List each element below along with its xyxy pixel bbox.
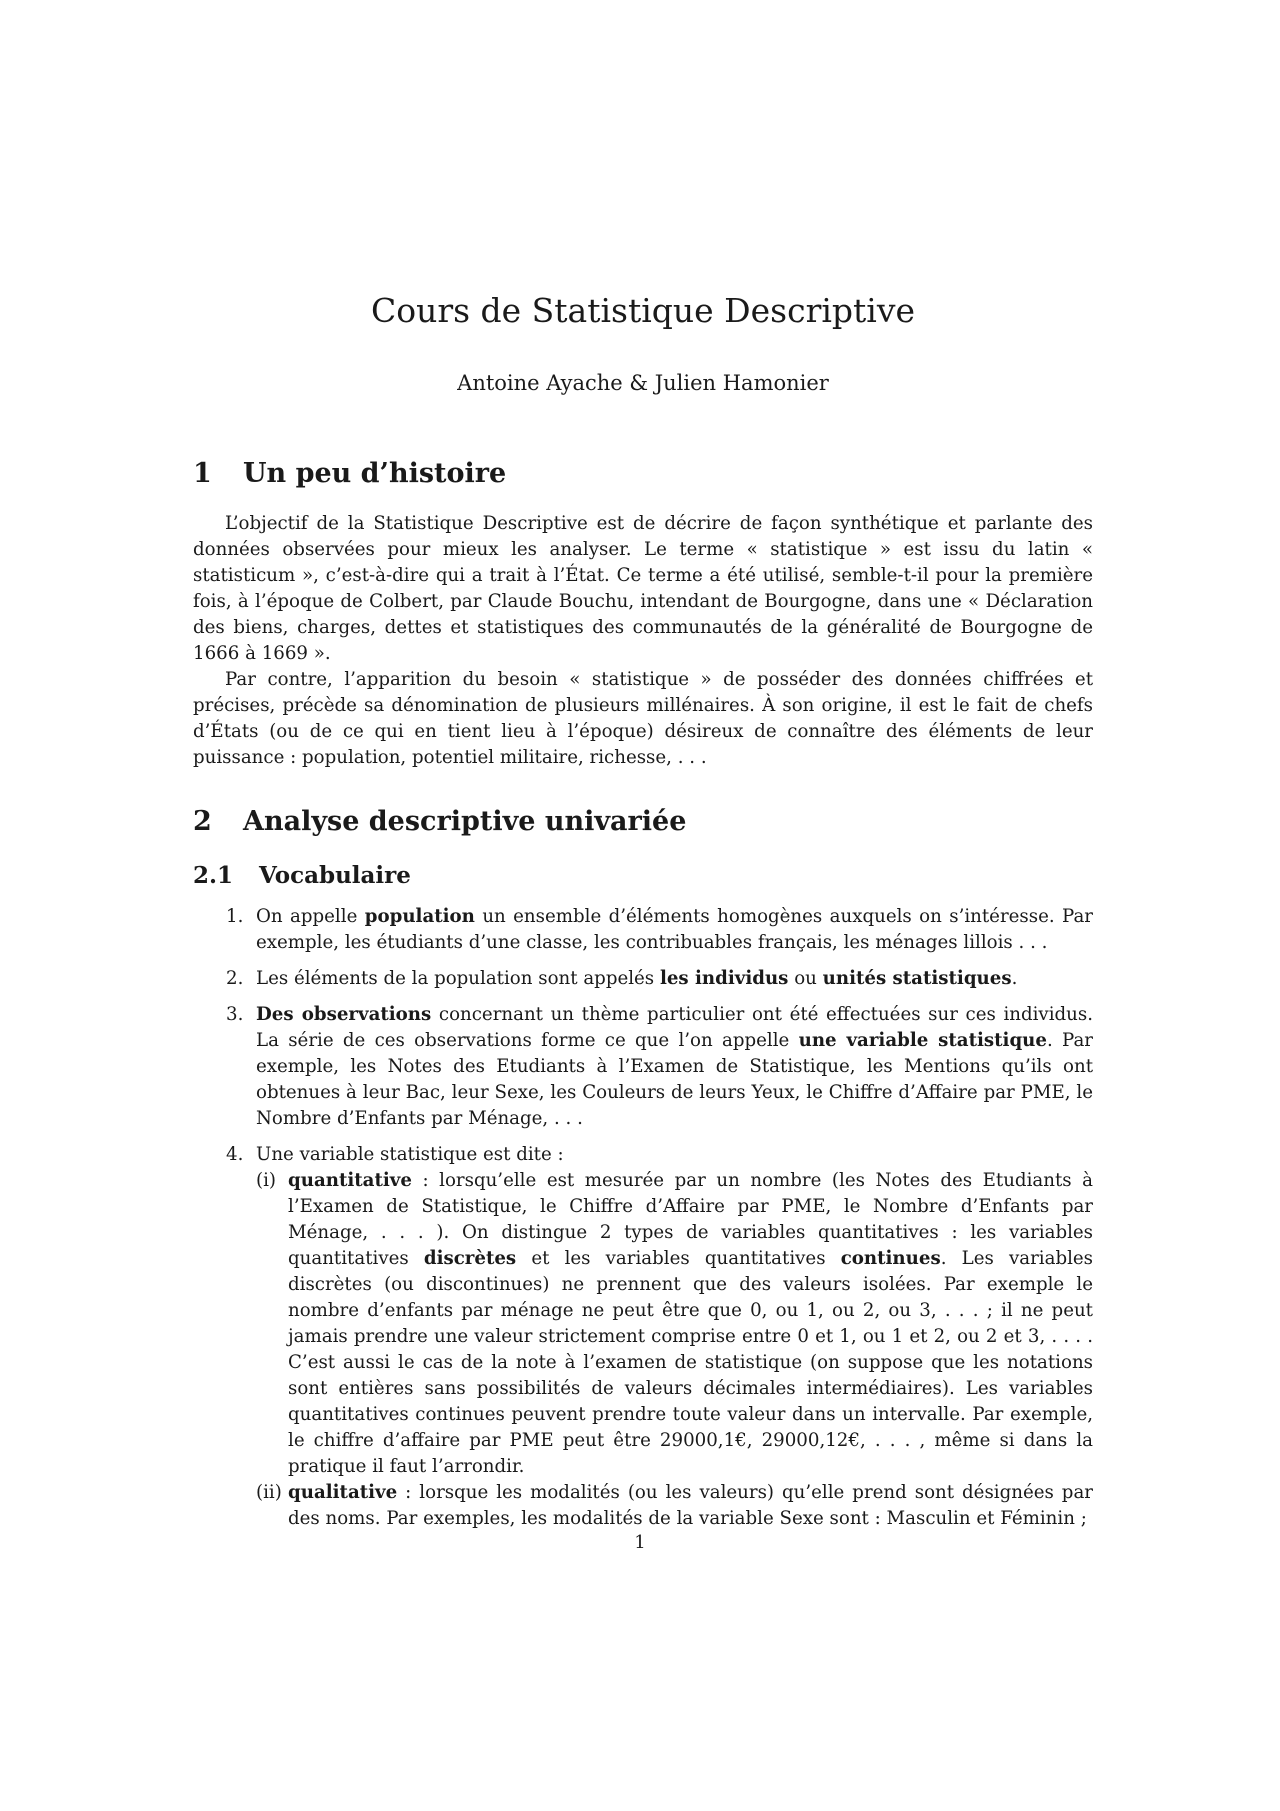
list-item	[193, 1002, 1093, 1132]
page-number: 1	[634, 1532, 646, 1553]
subsection-2-1-heading	[193, 862, 411, 890]
subsection-2-1-title: Vocabulaire	[259, 862, 411, 889]
list-item-text: un ensemble d’éléments homogènes auxquels on s’intéresse. Par exemple, les étudiants d’une classe, les contribuables français, les ménages lillois . . .	[256, 906, 1093, 953]
section-2-heading	[193, 806, 686, 838]
term-variable-statistique: une variable statistique	[798, 1030, 1047, 1051]
list-item-text: ou	[788, 968, 823, 989]
sublist-item-quantitative	[256, 1168, 1093, 1480]
section-2-title: Analyse descriptive univariée	[243, 806, 687, 837]
list-item-text: Les éléments de la population sont appelés	[256, 968, 660, 989]
list-item	[193, 966, 1093, 992]
document-authors: Antoine Ayache & Julien Hamonier	[457, 371, 829, 395]
list-item-text: .	[1011, 968, 1018, 989]
list-item-text: On appelle	[256, 906, 365, 927]
section-1-heading	[193, 458, 506, 490]
section-1-number: 1	[193, 458, 212, 489]
list-item-marker: 3.	[226, 1004, 244, 1025]
variable-types-sublist	[256, 1168, 1093, 1532]
list-item-marker: 1.	[226, 906, 244, 927]
term-individus: les individus	[659, 968, 789, 989]
sublist-item-text: . Les variables discrètes (ou discontinues) ne prennent que des valeurs isolées. Par exemple le nombre d’enfants par ménage ne peut être que 0, ou 1, ou 2, ou 3, . . . ; il ne peut jamais prendre une valeur strictement comprise entre 0 et 1, ou 1 et 2, ou 2 et 3, . . . . C’est aussi le cas de la note à l’examen de statistique (on suppose que les notations sont entières sans possibilités de valeurs décimales intermédiaires). Les variables quantitatives continues peuvent prendre toute valeur dans un intervalle. Par exemple, le chiffre d’affaire par PME peut être 29000,1€, 29000,12€, . . . , même si dans la pratique il faut l’arrondir.	[288, 1248, 1093, 1477]
list-item-text: . Par exemple, les Notes des Etudiants à l’Examen de Statistique, les Mentions qu’ils ont obtenues à leur Bac, leur Sexe, les Couleurs de leurs Yeux, le Chiffre d’Affaire par PME, le Nombre d’Enfants par Ménage, . . .	[256, 1030, 1093, 1129]
sublist-item-text: : lorsque les modalités (ou les valeurs) qu’elle prend sont désignées par des noms. Par exemples, les modalités de la variable Sexe sont : Masculin et Féminin ;	[288, 1482, 1093, 1529]
term-population: population	[364, 906, 475, 927]
section-1-paragraph-2: Par contre, l’apparition du besoin « statistique » de posséder des données chiffrées et précises, précède sa dénomination de plusieurs millénaires. À son origine, il est le fait de chefs d’États (ou de ce qui en tient lieu à l’époque) désireux de connaître des éléments de leur puissance : population, potentiel militaire, richesse, . . .	[193, 669, 1093, 768]
sublist-item-text: : lorsqu’elle est mesurée par un nombre (les Notes des Etudiants à l’Examen de Statistique, le Chiffre d’Affaire par PME, le Nombre d’Enfants par Ménage, . . . ). On distingue 2 types de variables quantitatives : les variables quantitatives	[288, 1170, 1093, 1269]
section-1-paragraph-1: L’objectif de la Statistique Descriptive est de décrire de façon synthétique et parlante des données observées pour mieux les analyser. Le terme « statistique » est issu du latin « statisticum », c’est-à-dire qui a trait à l’État. Ce terme a été utilisé, semble-t-il pour la première fois, à l’époque de Colbert, par Claude Bouchu, intendant de Bourgogne, dans une « Déclaration des biens, charges, dettes et statistiques des communautés de la généralité de Bourgogne de 1666 à 1669 ».	[193, 513, 1093, 664]
list-item	[193, 904, 1093, 956]
sublist-item-marker: (ii)	[256, 1482, 282, 1503]
section-1-title: Un peu d’histoire	[243, 458, 507, 489]
term-observations: Des observations	[256, 1004, 432, 1025]
document-title: Cours de Statistique Descriptive	[370, 291, 916, 330]
term-quantitative: quantitative	[288, 1170, 412, 1191]
term-continues: continues	[840, 1248, 941, 1269]
term-unites-statistiques: unités statistiques	[822, 968, 1012, 989]
list-item-marker: 2.	[226, 968, 244, 989]
subsection-2-1-number: 2.1	[193, 862, 234, 889]
list-item-text: Une variable statistique est dite :	[256, 1144, 564, 1165]
sublist-item-qualitative	[256, 1480, 1093, 1532]
section-2-number: 2	[193, 806, 212, 837]
term-discretes: discrètes	[423, 1248, 517, 1269]
list-item-marker: 4.	[226, 1144, 244, 1165]
term-qualitative: qualitative	[288, 1482, 398, 1503]
vocabulary-list	[193, 904, 1093, 1542]
sublist-item-marker: (i)	[256, 1170, 277, 1191]
list-item-text: concernant un thème particulier ont été effectuées sur ces individus. La série de ces observations forme ce que l’on appelle	[256, 1004, 1093, 1051]
list-item	[193, 1142, 1093, 1532]
sublist-item-text: et les variables quantitatives	[516, 1248, 841, 1269]
